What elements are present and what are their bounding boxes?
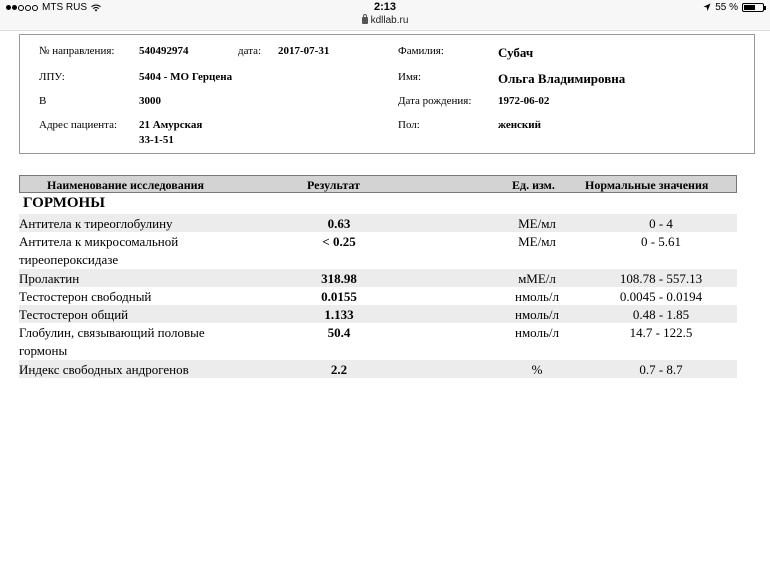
location-arrow-icon [703, 3, 711, 12]
header-result: Результат [307, 178, 361, 192]
sex-value: женский [498, 119, 541, 131]
section-title: ГОРМОНЫ [23, 195, 105, 211]
header-name: Наименование исследования [47, 178, 205, 192]
row-name: Тестостерон общий [19, 307, 129, 322]
row-unit: нмоль/л [514, 307, 560, 322]
row-result: 1.133 [324, 307, 354, 322]
battery-fill [744, 5, 755, 10]
row-unit: нмоль/л [514, 289, 560, 304]
row-result: 50.4 [327, 325, 351, 340]
clock: 2:13 [373, 1, 397, 13]
url-bar[interactable] [0, 15, 770, 26]
row-name: Антитела к микросомальной тиреопероксидазе [19, 234, 179, 267]
row-norm: 14.7 - 122.5 [629, 325, 693, 340]
row-name: Глобулин, связывающий половые гормоны [19, 325, 205, 358]
status-bar [0, 0, 770, 31]
row-norm: 108.78 - 557.13 [619, 271, 703, 286]
url-text: kdllab.ru [370, 15, 409, 26]
row-norm: 0 - 5.61 [640, 234, 682, 249]
row-norm: 0.7 - 8.7 [639, 362, 683, 377]
name-value: Ольга Владимировна [498, 71, 626, 86]
row-unit: нмоль/л [514, 325, 560, 340]
name-label: Имя: [398, 71, 422, 83]
battery-percent: 55 % [715, 2, 738, 13]
status-right [703, 2, 764, 13]
row-norm: 0.48 - 1.85 [632, 307, 690, 322]
lock-icon [362, 17, 368, 24]
table-row [19, 323, 737, 360]
header-unit: Ед. изм. [512, 178, 555, 192]
referral-label: № направления: [39, 45, 115, 57]
lpu-label: ЛПУ: [39, 71, 65, 83]
row-unit: МЕ/мл [518, 234, 556, 249]
address-line2: 33-1-51 [139, 134, 174, 146]
lpu-value: 5404 - МО Герцена [139, 71, 233, 83]
row-result: 2.2 [330, 362, 348, 377]
birthdate-label: Дата рождения: [398, 95, 472, 107]
row-result: 318.98 [321, 271, 357, 286]
address-label: Адрес пациента: [39, 119, 118, 131]
row-result: 0.0155 [321, 289, 357, 304]
carrier-name: MTS RUS [42, 2, 87, 13]
row-norm: 0.0045 - 0.0194 [619, 289, 703, 304]
address-line1: 21 Амурская [139, 119, 203, 131]
table-row [19, 269, 737, 287]
surname-label: Фамилия: [398, 45, 444, 57]
birthdate-value: 1972-06-02 [498, 95, 550, 107]
row-unit: % [531, 362, 543, 377]
battery-icon [742, 3, 764, 12]
row-unit: мМЕ/л [518, 271, 556, 286]
table-row [19, 360, 737, 378]
row-result: < 0.25 [322, 234, 356, 249]
row-name: Пролактин [19, 271, 80, 286]
row-norm: 0 - 4 [649, 216, 673, 231]
v-label: В [39, 95, 47, 107]
row-unit: МЕ/мл [518, 216, 556, 231]
date-value: 2017-07-31 [278, 45, 330, 57]
row-name: Антитела к тиреоглобулину [19, 216, 173, 231]
date-label: дата: [238, 45, 262, 57]
row-result: 0.63 [327, 216, 351, 231]
table-header [19, 175, 737, 193]
results-table [19, 175, 737, 378]
v-value: 3000 [139, 95, 161, 107]
table-row [19, 232, 737, 269]
surname-value: Субач [498, 45, 534, 60]
row-name: Индекс свободных андрогенов [19, 362, 189, 377]
table-row [19, 214, 737, 232]
patient-info-box [19, 34, 755, 154]
row-name: Тестостерон свободный [19, 289, 152, 304]
sex-label: Пол: [398, 119, 420, 131]
referral-value: 540492974 [139, 45, 189, 57]
header-norm: Нормальные значения [585, 178, 709, 192]
table-row [19, 305, 737, 323]
table-row [19, 287, 737, 305]
